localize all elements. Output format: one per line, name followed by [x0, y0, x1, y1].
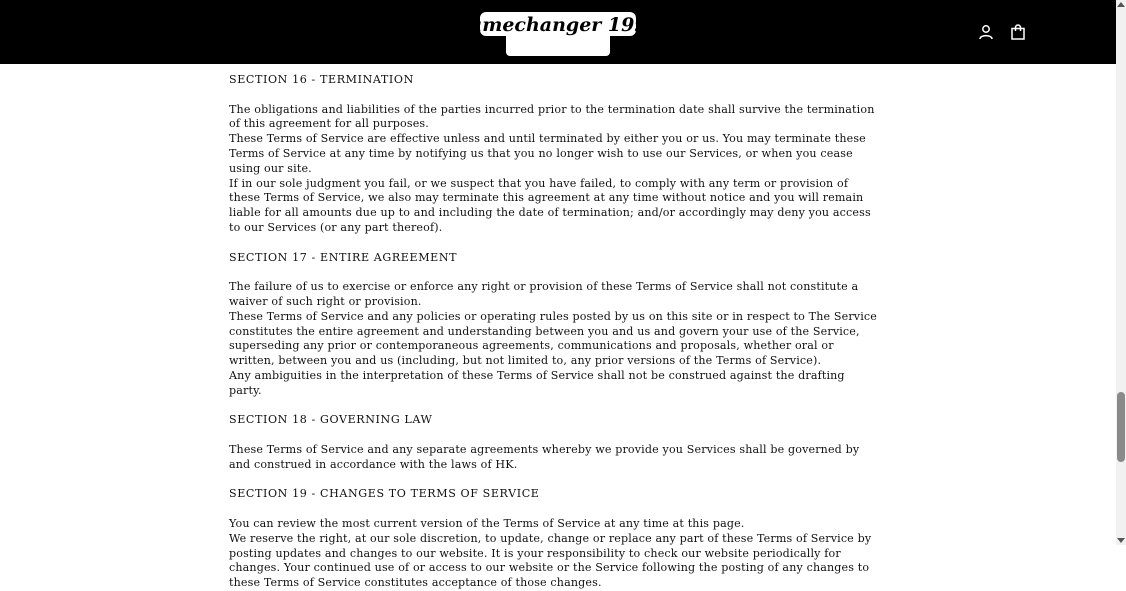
terms-content — [229, 73, 881, 591]
logo-wordmark: Gamechanger 199X — [453, 14, 663, 36]
page-scrollbar[interactable] — [1116, 0, 1126, 545]
scrollbar-thumb[interactable] — [1117, 392, 1125, 462]
section-17-paragraph: The failure of us to exercise or enforce any right or provision of these Terms of Service shall not constitute a waiver of such right or provision. — [229, 280, 859, 308]
section-19-paragraph: We reserve the right, at our sole discretion, to update, change or replace any part of these Terms of Service by posting updates and changes to our website. It is your responsibility to check our website periodically for changes. Your continued use of or access to our website or the Service following the posting of any changes to these Terms of Service constitutes acceptance of those changes. — [229, 531, 872, 590]
section-19-title: SECTION 19 - CHANGES TO TERMS OF SERVICE — [229, 487, 540, 501]
gamechanger-logo[interactable] — [453, 6, 663, 58]
section-18-title: SECTION 18 - GOVERNING LAW — [229, 413, 433, 427]
section-17-title: SECTION 17 - ENTIRE AGREEMENT — [229, 250, 458, 264]
section-16-paragraph: If in our sole judgment you fail, or we suspect that you have failed, to comply with any term or provision of these Terms of Service, we also may terminate this agreement at any time without notice and you will remain liable for all amounts due up to and including the date of termination; and/or accordingly may deny you access to our Services (or any part thereof). — [229, 176, 871, 234]
logo-graphic — [453, 6, 663, 58]
section-17-paragraph: These Terms of Service and any policies or operating rules posted by us on this site or in respect to The Service constitutes the entire agreement and understanding between you and us and govern your use of the Service, superseding any prior or contemporaneous agreements, communications and proposals, whether oral or written, between you and us (including, but not limited to, any prior versions of the Terms of Service). — [229, 309, 877, 368]
section-18-paragraph: These Terms of Service and any separate agreements whereby we provide you Services shall be governed by and construed in accordance with the laws of HK. — [229, 442, 860, 471]
section-16-paragraph: These Terms of Service are effective unless and until terminated by either you or us. You may terminate these Terms of Service at any time by notifying us that you no longer wish to use our Services, or when you cease using our site. — [229, 132, 866, 175]
section-17-paragraph: Any ambiguities in the interpretation of these Terms of Service shall not be construed against the drafting party. — [229, 368, 845, 397]
shopping-bag-icon[interactable] — [1010, 24, 1026, 40]
scroll-down-arrow-icon[interactable] — [1117, 538, 1125, 543]
section-19-paragraph: You can review the most current version of the Terms of Service at any time at this page. — [229, 516, 745, 530]
user-icon[interactable] — [978, 24, 994, 40]
section-16-title: SECTION 16 - TERMINATION — [229, 73, 414, 86]
section-16-paragraph: The obligations and liabilities of the parties incurred prior to the termination date shall survive the termination of this agreement for all purposes. — [229, 102, 875, 131]
scroll-up-arrow-icon[interactable] — [1117, 2, 1125, 7]
site-header — [0, 0, 1116, 64]
